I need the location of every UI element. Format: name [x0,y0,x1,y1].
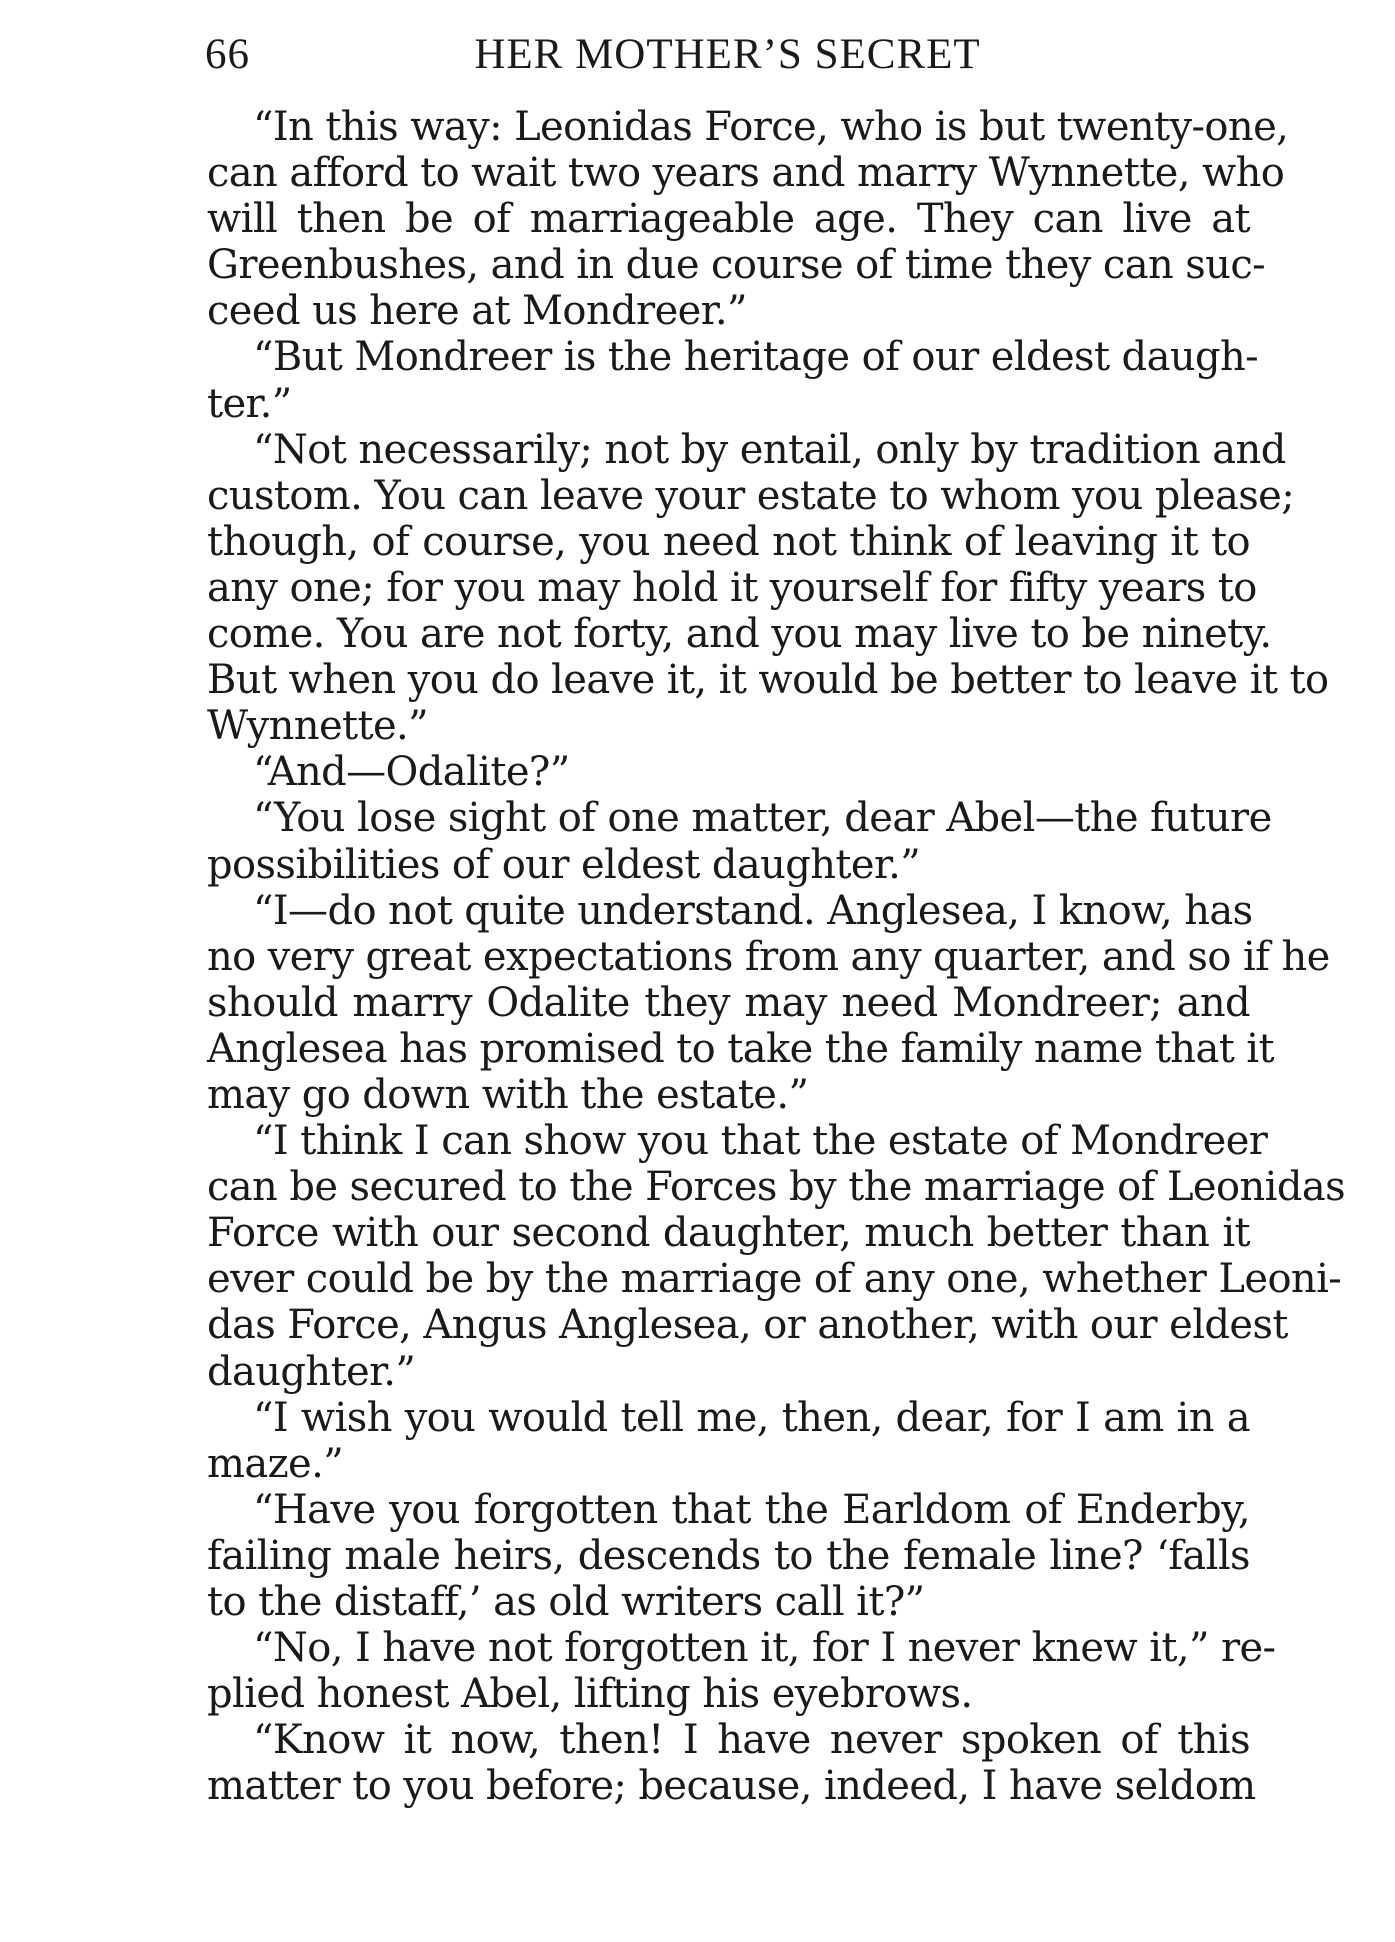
text-line: “And—Odalite?” [253,749,570,796]
text-line: “Not necessarily; not by entail, only by tradition and [253,426,1286,473]
paragraph [207,426,1329,750]
paragraph [207,1625,1276,1718]
text-line: daughter.” [207,1348,416,1395]
text-line: das Force, Angus Anglesea, or another, with our eldest [207,1302,1288,1349]
text-line: “Have you forgotten that the Earldom of Enderby, [253,1486,1250,1533]
text-line: can afford to wait two years and marry Wynnette, who [207,150,1285,197]
body-text [207,104,1346,1810]
paragraph [207,749,1250,795]
paragraph [207,795,1272,888]
text-line: though, of course, you need not think of leaving it to [207,518,1250,565]
paragraph [207,1717,1256,1810]
text-line: “I wish you would tell me, then, dear, for I am in a [253,1394,1250,1441]
text-line: may go down with the estate.” [207,1071,809,1118]
text-line: “You lose sight of one matter, dear Abel—the future [253,795,1272,842]
text-line: no very great expectations from any quarter, and so if he [207,933,1330,980]
running-head [205,30,1250,90]
text-line: custom. You can leave your estate to whom you please; [207,472,1295,519]
text-line: But when you do leave it, it would be better to leave it to [207,657,1329,704]
paragraph [207,1395,1250,1487]
text-line: plied honest Abel, lifting his eyebrows. [207,1671,973,1718]
paragraph [207,334,1259,427]
text-line: failing male heirs, descends to the female line? ‘falls [207,1532,1250,1579]
text-line: “I—do not quite understand. Anglesea, I know, has [253,887,1253,934]
text-line: come. You are not forty, and you may live to be ninety. [207,611,1272,658]
paragraph [207,104,1289,335]
text-line: ter.” [207,380,292,427]
text-line: Anglesea has promised to take the family name that it [207,1025,1274,1072]
text-line: Force with our second daughter, much better than it [207,1210,1250,1257]
text-line: “But Mondreer is the heritage of our eldest daugh- [253,334,1259,381]
text-line: Wynnette.” [207,703,429,750]
running-title: HER MOTHER’S SECRET [474,31,981,78]
text-line: any one; for you may hold it yourself for fifty years to [207,564,1257,611]
text-line: will then be of marriageable age. They can live at [207,196,1250,243]
text-line: ever could be by the marriage of any one, whether Leoni- [207,1256,1342,1303]
text-line: Greenbushes, and in due course of time they can suc- [207,242,1266,289]
paragraph [207,887,1330,1118]
text-line: “No, I have not forgotten it, for I never knew it,” re- [253,1625,1276,1672]
text-line: “Know it now, then! I have never spoken of this [253,1717,1250,1764]
text-line: can be secured to the Forces by the marriage of Leonidas [207,1164,1346,1211]
text-line: “In this way: Leonidas Force, who is but twenty-one, [253,104,1289,150]
text-line: “I think I can show you that the estate of Mondreer [253,1118,1268,1165]
text-line: possibilities of our eldest daughter.” [207,841,921,888]
text-line: to the distaff,’ as old writers call it?” [207,1579,925,1625]
text-line: should marry Odalite they may need Mondreer; and [207,979,1250,1026]
paragraph [207,1487,1250,1625]
paragraph [207,1118,1346,1395]
text-line: maze.” [207,1440,344,1487]
text-line: matter to you before; because, indeed, I have seldom [207,1763,1256,1810]
page-number: 66 [205,31,250,78]
text-line: ceed us here at Mondreer.” [207,288,747,335]
